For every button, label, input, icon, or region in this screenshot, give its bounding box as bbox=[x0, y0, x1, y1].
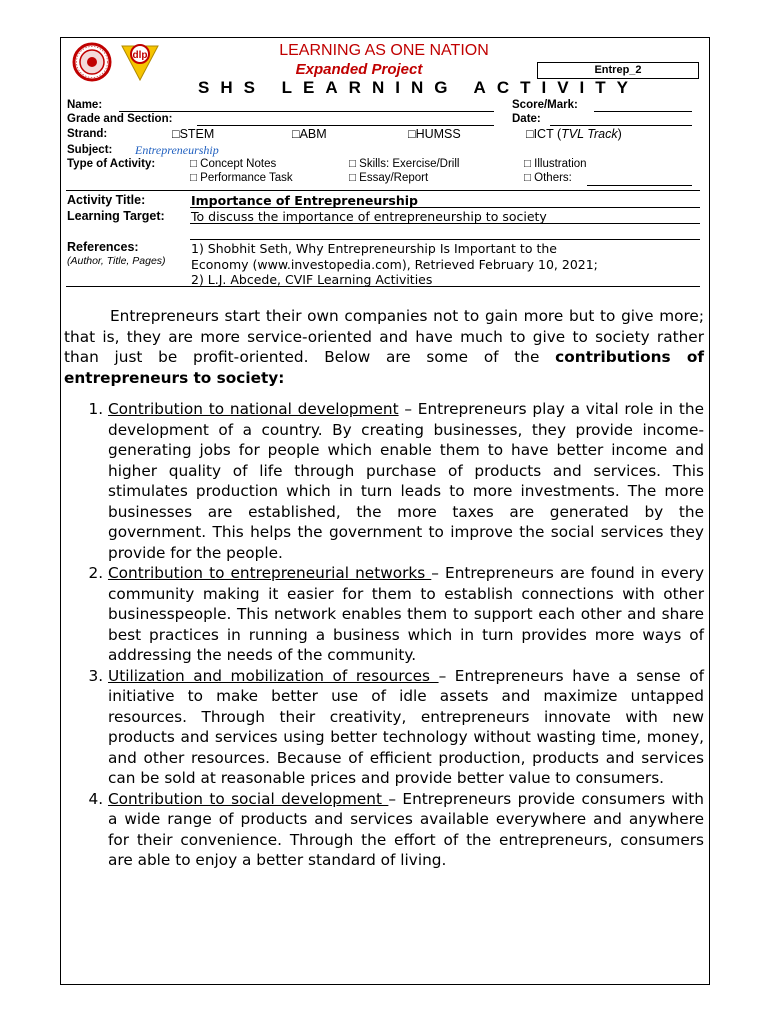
underline bbox=[190, 207, 700, 208]
checkbox-icon: □ bbox=[526, 127, 534, 141]
page-title: SHS LEARNING ACTIVITY bbox=[198, 78, 639, 97]
checkbox-icon: □ bbox=[349, 158, 356, 170]
type-concept-notes[interactable]: □ Concept Notes bbox=[190, 158, 277, 170]
subject-value: Entrepreneurship bbox=[135, 143, 219, 157]
strand-stem[interactable]: □STEM bbox=[172, 127, 215, 141]
grade-field[interactable] bbox=[197, 125, 494, 126]
grade-label: Grade and Section: bbox=[67, 113, 173, 125]
checkbox-icon: □ bbox=[190, 158, 197, 170]
reference-line-3: 2) L.J. Abcede, CVIF Learning Activities bbox=[191, 272, 433, 287]
divider bbox=[66, 190, 700, 191]
divider bbox=[66, 286, 700, 287]
subject-label: Subject: bbox=[67, 144, 113, 156]
checkbox-icon: □ bbox=[190, 172, 197, 184]
item-title: Contribution to social development bbox=[108, 789, 389, 808]
references-sub: (Author, Title, Pages) bbox=[67, 255, 166, 267]
checkbox-icon: □ bbox=[408, 127, 416, 141]
list-item: 4. Contribution to social development – Entrepreneurs provide consumers with a wide range of products and services available everywhere and anywhere for their convenience. Through the effort of the entrepreneurs, consumers are able to enjoy a better standard of living. bbox=[108, 789, 704, 871]
intro-paragraph: Entrepreneurs start their own companies not to gain more but to give more; that is, they are more service-oriented and have much to give to society rather than just be profit-oriented. Below are some of the contributions of entrepreneurs to society: bbox=[64, 307, 704, 387]
reference-line-2: Economy (www.investopedia.com), Retrieved February 10, 2021; bbox=[191, 257, 598, 272]
checkbox-icon: □ bbox=[524, 158, 531, 170]
strand-ict[interactable]: □ICT (TVL Track) bbox=[526, 127, 622, 141]
contributions-list bbox=[64, 399, 704, 871]
date-field[interactable] bbox=[550, 125, 692, 126]
checkbox-icon: □ bbox=[524, 172, 531, 184]
list-item: 2. Contribution to entrepreneurial networks – Entrepreneurs are found in every community making it easier for them to establish connections with other businesspeople. This network enables them to support each other and share best practices in running a business which in turn provides more ways of addressing the needs of the community. bbox=[108, 563, 704, 666]
name-field[interactable] bbox=[119, 111, 494, 112]
name-label: Name: bbox=[67, 99, 103, 111]
checkbox-icon: □ bbox=[172, 127, 180, 141]
references-label: References: bbox=[67, 240, 139, 254]
date-label: Date: bbox=[512, 113, 541, 125]
item-title: Contribution to entrepreneurial networks bbox=[108, 564, 432, 582]
header-nation: LEARNING AS ONE NATION bbox=[279, 42, 489, 59]
strand-abm[interactable]: □ABM bbox=[292, 127, 327, 141]
type-skills[interactable]: □ Skills: Exercise/Drill bbox=[349, 158, 460, 170]
strand-humss[interactable]: □HUMSS bbox=[408, 127, 461, 141]
type-label: Type of Activity: bbox=[67, 158, 156, 170]
others-field[interactable] bbox=[587, 185, 692, 186]
svg-text:dlp: dlp bbox=[132, 50, 148, 61]
strand-label: Strand: bbox=[67, 128, 108, 140]
type-performance-task[interactable]: □ Performance Task bbox=[190, 172, 293, 184]
underline bbox=[190, 223, 700, 224]
list-item: 1. Contribution to national development – Entrepreneurs play a vital role in the development of a country. By creating businesses, they provide income- generating jobs for people which enable them to have better income and higher quality of life through purchase of products and services. This stimulates production which in turn leads to more investments. The more businesses are established, the more taxes are generated by the government. This helps the government to improve the social services they provide for the people. bbox=[108, 399, 704, 563]
checkbox-icon: □ bbox=[292, 127, 300, 141]
header-project: Expanded Project bbox=[295, 61, 423, 78]
type-illustration[interactable]: □ Illustration bbox=[524, 158, 587, 170]
intro-bold: contributions of entrepreneurs to society: bbox=[64, 348, 704, 387]
score-label: Score/Mark: bbox=[512, 99, 578, 111]
list-item: 3. Utilization and mobilization of resources – Entrepreneurs have a sense of initiative to make better use of idle assets and maximize untapped resources. Through their creativity, entrepreneurs innovate with new products and services using better technology without wasting time, money, and other resources. Because of efficient production, products and services can be sold at reasonable prices and provide better value to consumers. bbox=[108, 666, 704, 789]
item-title: Contribution to national development bbox=[108, 400, 399, 418]
activity-title-label: Activity Title: bbox=[67, 193, 146, 207]
checkbox-icon: □ bbox=[349, 172, 356, 184]
activity-code: Entrep_2 bbox=[537, 62, 699, 79]
activity-title-value: Importance of Entrepreneurship bbox=[191, 193, 418, 208]
reference-line-1: 1) Shobhit Seth, Why Entrepreneurship Is Important to the bbox=[191, 241, 557, 256]
underline bbox=[190, 239, 700, 240]
score-field[interactable] bbox=[594, 111, 692, 112]
type-essay-report[interactable]: □ Essay/Report bbox=[349, 172, 429, 184]
learning-target-value: To discuss the importance of entrepreneurship to society bbox=[191, 209, 547, 224]
learning-target-label: Learning Target: bbox=[67, 209, 165, 223]
type-others[interactable]: □ Others: bbox=[524, 172, 572, 184]
item-title: Utilization and mobilization of resources bbox=[108, 666, 439, 685]
